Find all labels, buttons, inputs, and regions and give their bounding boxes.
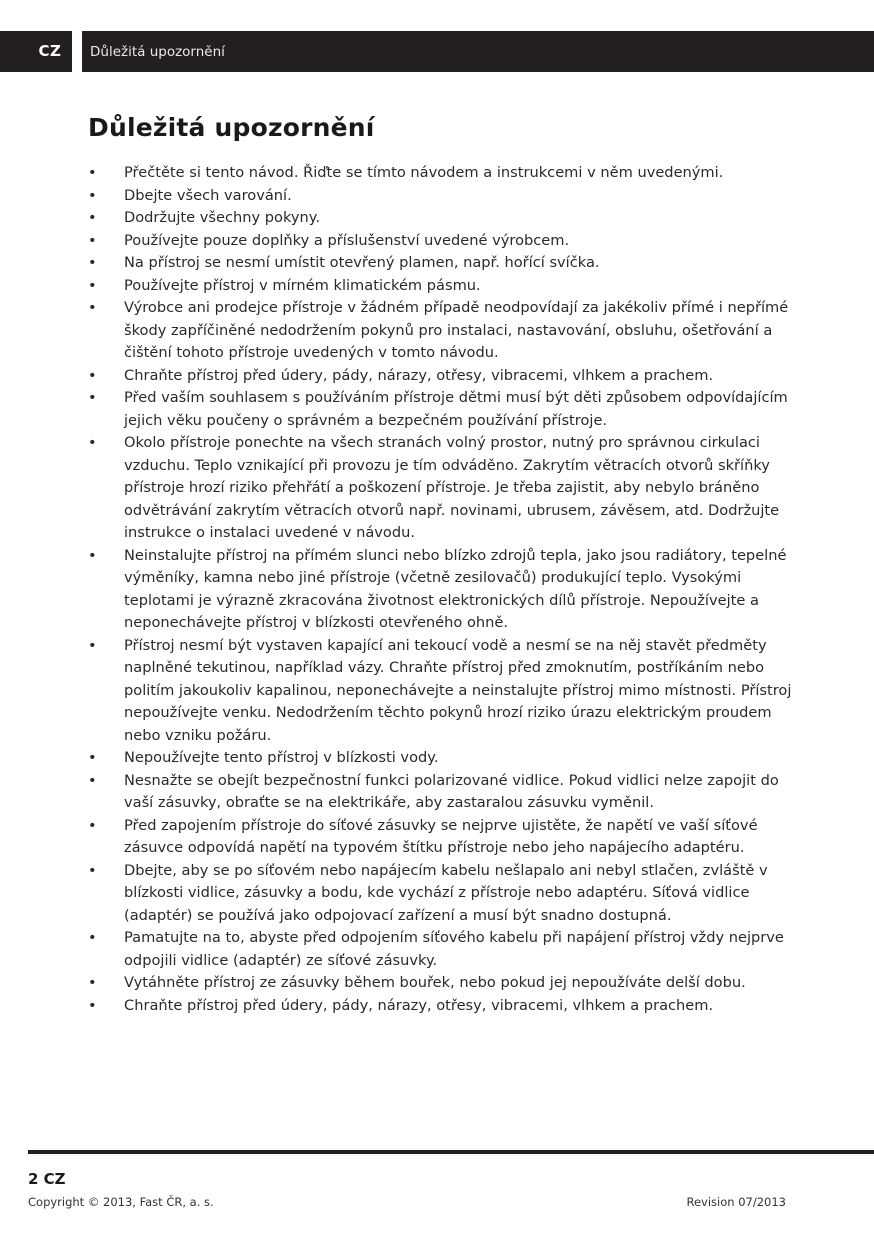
list-item bbox=[88, 230, 808, 253]
list-item bbox=[88, 387, 808, 432]
list-item-text: Dbejte, aby se po síťovém nebo napájecím kabelu nešlapalo ani nebyl stlačen, zvláště v blízkosti vidlice, zásuvky a bodu, kde vychází z přístroje nebo adaptéru. Síťová vidlice (adaptér) se používá jako odpojovací zařízení a musí být snadno dostupná. bbox=[124, 861, 768, 924]
list-item-text: Výrobce ani prodejce přístroje v žádném případě neodpovídají za jakékoliv přímé i nepřímé škody zapříčiněné nedodržením pokynů pro instalaci, nastavování, obsluhu, ošetřování a čištění tohoto přístroje uvedených v tomto návodu. bbox=[124, 299, 789, 361]
list-item bbox=[88, 747, 808, 770]
list-item bbox=[88, 635, 808, 748]
bullet-icon: • bbox=[88, 996, 97, 1014]
list-item bbox=[88, 545, 808, 635]
copyright-text: Copyright © 2013, Fast ČR, a. s. bbox=[28, 1195, 214, 1209]
bullet-icon: • bbox=[88, 434, 97, 451]
bullet-icon: • bbox=[88, 366, 97, 384]
list-item bbox=[88, 185, 808, 208]
revision-text: Revision 07/2013 bbox=[686, 1195, 786, 1209]
list-item bbox=[88, 815, 808, 860]
list-item-text: Chraňte přístroj před údery, pády, nárazy, otřesy, vibracemi, vlhkem a prachem. bbox=[124, 996, 714, 1014]
list-item-text: Přečtěte si tento návod. Řiďte se tímto návodem a instrukcemi v něm uvedenými. bbox=[124, 164, 724, 181]
list-item-text: Neinstalujte přístroj na přímém slunci nebo blízko zdrojů tepla, jako jsou radiátory, tepelné výměníky, kamna nebo jiné přístroje (včetně zesilovačů) produkující teplo. Vysokými teplotami je výrazně zkracována životnost elektronických dílů přístroje. Nepoužívejte a neponechávejte přístroj v blízkosti otevřeného ohně. bbox=[124, 546, 787, 631]
list-item-text: Přístroj nesmí být vystaven kapající ani tekoucí vodě a nesmí se na něj stavět předměty naplněné tekutinou, například vázy. Chraňte přístroj před zmoknutím, postříkáním nebo politím jakoukoliv kapalinou, neponechávejte a neinstalujte přístroj mimo místnosti. Přístroj nepoužívejte venku. Nedodržením těchto pokynů hrozí riziko úrazu elektrickým proudem nebo vzniku požáru. bbox=[124, 636, 792, 744]
bullet-icon: • bbox=[88, 546, 97, 564]
language-code: CZ bbox=[38, 42, 62, 60]
list-item-text: Před vaším souhlasem s používáním přístroje dětmi musí být děti způsobem odpovídajícím jejich věku poučeny o správném a bezpečném používání přístroje. bbox=[124, 389, 788, 429]
list-item-text: Na přístroj se nesmí umístit otevřený plamen, např. hořící svíčka. bbox=[124, 254, 600, 271]
list-item bbox=[88, 995, 808, 1018]
list-item bbox=[88, 365, 808, 388]
list-item bbox=[88, 860, 808, 928]
bullet-icon: • bbox=[88, 974, 97, 991]
list-item-text: Okolo přístroje ponechte na všech stranách volný prostor, nutný pro správnou cirkulaci vzduchu. Teplo vznikající při provozu je tím odváděno. Zakrytím větracích otvorů skříňky přístroje hrozí riziko přehřátí a poškození přístroje. Je třeba zajistit, aby nebylo bráněno odvětrávání zakrytím větracích otvorů např. novinami, ubrusem, závěsem, atd. Dodržujte instrukce o instalaci uvedené v návodu. bbox=[124, 434, 780, 541]
bullet-icon: • bbox=[88, 929, 97, 946]
list-item bbox=[88, 432, 808, 545]
bullet-icon: • bbox=[88, 186, 97, 204]
list-item bbox=[88, 972, 808, 995]
bullet-icon: • bbox=[88, 276, 97, 294]
list-item-text: Dbejte všech varování. bbox=[124, 186, 292, 204]
list-item-text: Pamatujte na to, abyste před odpojením síťového kabelu při napájení přístroj vždy nejprve odpojili vidlice (adaptér) ze síťové zásuvky. bbox=[124, 929, 784, 969]
list-item-text: Před zapojením přístroje do síťové zásuvky se nejprve ujistěte, že napětí ve vaší síťové zásuvce odpovídá napětí na typovém štítku přístroje nebo jeho napájecího adaptéru. bbox=[124, 816, 758, 856]
list-item-text: Nepoužívejte tento přístroj v blízkosti vody. bbox=[124, 749, 439, 766]
bullet-icon: • bbox=[88, 254, 97, 271]
list-item-text: Nesnažte se obejít bezpečnostní funkci polarizované vidlice. Pokud vidlici nelze zapojit do vaší zásuvky, obraťte se na elektrikáře, aby zastaralou zásuvku vyměnil. bbox=[124, 771, 779, 811]
list-item bbox=[88, 297, 808, 365]
list-item bbox=[88, 207, 808, 230]
footer-rule bbox=[28, 1150, 874, 1154]
list-item bbox=[88, 770, 808, 815]
bullet-icon: • bbox=[88, 164, 97, 181]
bullet-icon: • bbox=[88, 749, 97, 766]
list-item-text: Používejte přístroj v mírném klimatickém pásmu. bbox=[124, 276, 481, 294]
list-item-text: Dodržujte všechny pokyny. bbox=[124, 209, 320, 226]
bullet-icon: • bbox=[88, 771, 97, 789]
list-item-text: Vytáhněte přístroj ze zásuvky během bouřek, nebo pokud jej nepoužíváte delší dobu. bbox=[124, 974, 746, 991]
bullet-icon: • bbox=[88, 389, 97, 406]
bullet-icon: • bbox=[88, 299, 97, 316]
bullet-icon: • bbox=[88, 861, 97, 879]
list-item bbox=[88, 275, 808, 298]
page-number: 2 CZ bbox=[28, 1170, 66, 1188]
header-section-title: Důležitá upozornění bbox=[90, 44, 225, 60]
bullet-icon: • bbox=[88, 231, 97, 249]
list-item-text: Používejte pouze doplňky a příslušenství uvedené výrobcem. bbox=[124, 231, 570, 249]
bullet-icon: • bbox=[88, 636, 97, 654]
list-item bbox=[88, 162, 808, 185]
list-item bbox=[88, 927, 808, 972]
list-item-text: Chraňte přístroj před údery, pády, nárazy, otřesy, vibracemi, vlhkem a prachem. bbox=[124, 366, 714, 384]
header-bar bbox=[0, 31, 874, 72]
list-item bbox=[88, 252, 808, 275]
header-divider bbox=[72, 31, 82, 72]
page-title: Důležitá upozornění bbox=[88, 113, 375, 142]
bullet-icon: • bbox=[88, 816, 97, 834]
bullet-icon: • bbox=[88, 209, 97, 226]
warnings-list bbox=[88, 162, 808, 1017]
